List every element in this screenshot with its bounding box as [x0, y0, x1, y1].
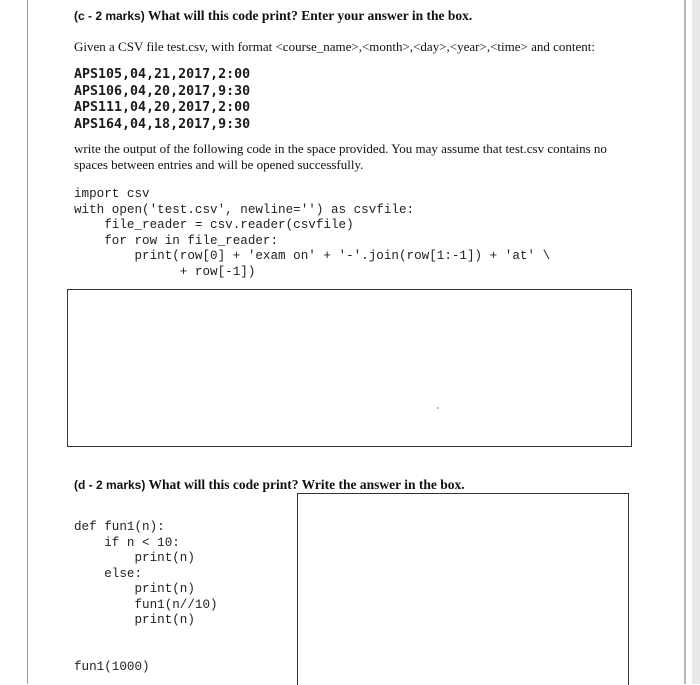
part-c-code: [74, 187, 550, 280]
page-right-margin: [692, 0, 700, 684]
part-c-instruction: write the output of the following code in the space provided. You may assume that test.csv contains no spaces between entries and will be opened successfully.: [74, 141, 607, 172]
code-line: if n < 10:: [74, 535, 180, 550]
part-d-title: [74, 477, 465, 493]
code-line: import csv: [74, 187, 150, 201]
part-c-intro: Given a CSV file test.csv, with format <course_name>,<month>,<day>,<year>,<time> and content:: [74, 39, 595, 54]
part-c-marks: (c - 2 marks): [74, 9, 145, 23]
code-line: fun1(1000): [74, 659, 150, 674]
csv-line: APS106,04,20,2017,9:30: [74, 83, 251, 99]
code-line: fun1(n//10): [74, 597, 218, 612]
code-line: [74, 644, 218, 660]
page-left-edge: [27, 0, 28, 684]
part-d-answer-box[interactable]: [297, 493, 629, 685]
code-line: file_reader = csv.reader(csvfile): [74, 218, 354, 232]
code-line: for row in file_reader:: [74, 233, 279, 248]
csv-line: APS111,04,20,2017,2:00: [74, 100, 251, 115]
csv-line: APS164,04,18,2017,9:30: [74, 116, 251, 132]
part-c-question: What will this code print? Enter your answer in the box.: [144, 8, 473, 23]
code-line: else:: [74, 566, 143, 581]
code-line: print(row[0] + 'exam on' + '-'.join(row[1:-1]) + 'at' \: [74, 249, 551, 263]
code-line: + row[-1]): [74, 264, 256, 279]
page-right-edge: [684, 0, 686, 684]
code-line: print(n): [74, 551, 195, 565]
code-line: print(n): [74, 582, 195, 596]
part-d-question: What will this code print? Write the answer in the box.: [145, 477, 465, 492]
csv-content: [74, 67, 250, 133]
part-d-code: [74, 520, 218, 675]
scan-speck: [437, 407, 439, 409]
code-line: def fun1(n):: [74, 520, 165, 534]
code-line: print(n): [74, 613, 195, 627]
part-c-answer-box[interactable]: [67, 289, 632, 447]
code-line: with open('test.csv', newline='') as csvfile:: [74, 202, 415, 217]
code-line: [74, 629, 218, 645]
part-d-marks: (d - 2 marks): [74, 478, 146, 492]
part-c-title: [74, 8, 472, 24]
csv-line: APS105,04,21,2017,2:00: [74, 67, 251, 82]
